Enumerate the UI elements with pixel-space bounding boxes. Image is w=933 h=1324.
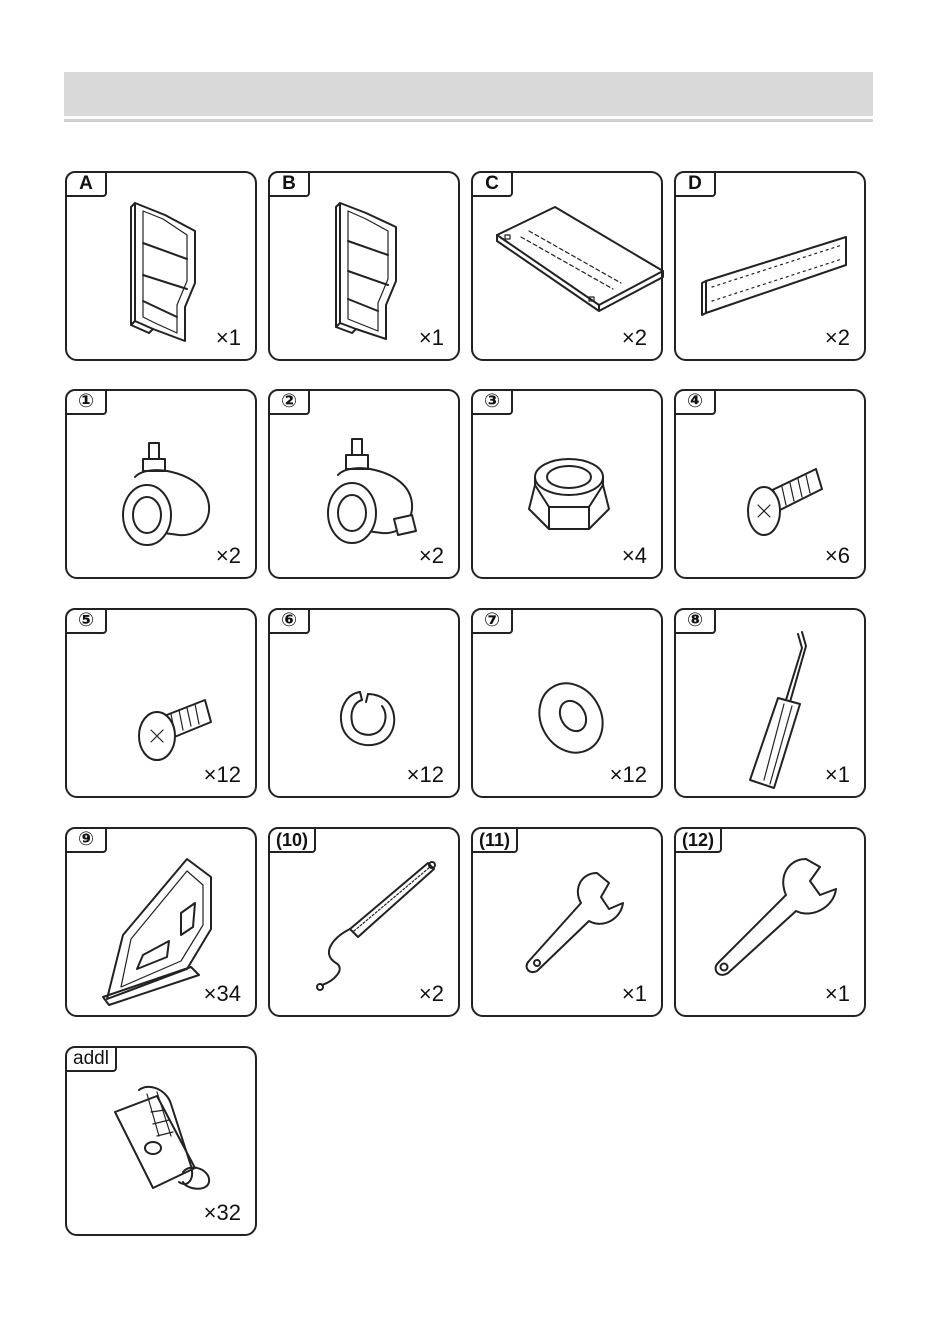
part-label: ④ <box>674 389 716 415</box>
part-quantity: ×12 <box>609 762 647 787</box>
part-card-2 <box>268 389 460 579</box>
part-quantity: ×1 <box>621 981 647 1006</box>
part-card-3 <box>471 389 663 579</box>
part-quantity: ×12 <box>406 762 444 787</box>
part-label: ③ <box>471 389 513 415</box>
flat-washer-icon <box>493 638 643 768</box>
rail-strip-icon <box>290 857 440 987</box>
nut-icon <box>493 419 643 549</box>
part-label: (11) <box>471 827 518 853</box>
part-card-a <box>65 171 257 361</box>
part-card-c <box>471 171 663 361</box>
part-quantity: ×2 <box>215 543 241 568</box>
part-quantity: ×4 <box>621 543 647 568</box>
part-card-b <box>268 171 460 361</box>
part-quantity: ×1 <box>824 762 850 787</box>
caster-wheel-icon <box>87 419 237 549</box>
part-card-9 <box>65 827 257 1017</box>
part-quantity: ×2 <box>418 543 444 568</box>
part-label: (12) <box>674 827 722 853</box>
part-card-5 <box>65 608 257 798</box>
part-card-12 <box>674 827 866 1017</box>
part-quantity: ×1 <box>215 325 241 350</box>
part-label: B <box>268 171 310 197</box>
part-card-d <box>674 171 866 361</box>
part-quantity: ×6 <box>824 543 850 568</box>
part-label: ⑧ <box>674 608 716 634</box>
wrench-small-icon <box>493 857 643 987</box>
short-bolt-icon <box>87 638 237 768</box>
part-label: addl <box>65 1046 117 1072</box>
part-card-6 <box>268 608 460 798</box>
part-label: A <box>65 171 107 197</box>
divider-bracket-icon <box>87 857 237 987</box>
part-quantity: ×12 <box>203 762 241 787</box>
part-card-7 <box>471 608 663 798</box>
part-quantity: ×2 <box>621 325 647 350</box>
part-label: C <box>471 171 513 197</box>
locking-caster-icon <box>290 419 440 549</box>
screwdriver-icon <box>696 638 846 768</box>
part-quantity: ×1 <box>824 981 850 1006</box>
back-bar-icon <box>696 201 846 331</box>
shelf-panel-icon <box>493 201 643 331</box>
part-quantity: ×32 <box>203 1200 241 1225</box>
part-label: ⑥ <box>268 608 310 634</box>
side-frame-a-icon <box>87 201 237 331</box>
part-card-10 <box>268 827 460 1017</box>
cable-tie-clip-icon <box>87 1076 237 1206</box>
part-card-addl <box>65 1046 257 1236</box>
part-label: (10) <box>268 827 316 853</box>
part-card-1 <box>65 389 257 579</box>
part-quantity: ×2 <box>824 325 850 350</box>
part-label: ⑤ <box>65 608 107 634</box>
part-card-11 <box>471 827 663 1017</box>
part-label: ② <box>268 389 310 415</box>
side-frame-b-icon <box>290 201 440 331</box>
part-quantity: ×34 <box>203 981 241 1006</box>
part-quantity: ×2 <box>418 981 444 1006</box>
part-label: ⑨ <box>65 827 107 853</box>
long-bolt-icon <box>696 419 846 549</box>
part-card-8 <box>674 608 866 798</box>
part-quantity: ×1 <box>418 325 444 350</box>
wrench-large-icon <box>696 857 846 987</box>
part-label: ⑦ <box>471 608 513 634</box>
part-label: ① <box>65 389 107 415</box>
part-card-4 <box>674 389 866 579</box>
part-label: D <box>674 171 716 197</box>
spring-washer-icon <box>290 638 440 768</box>
